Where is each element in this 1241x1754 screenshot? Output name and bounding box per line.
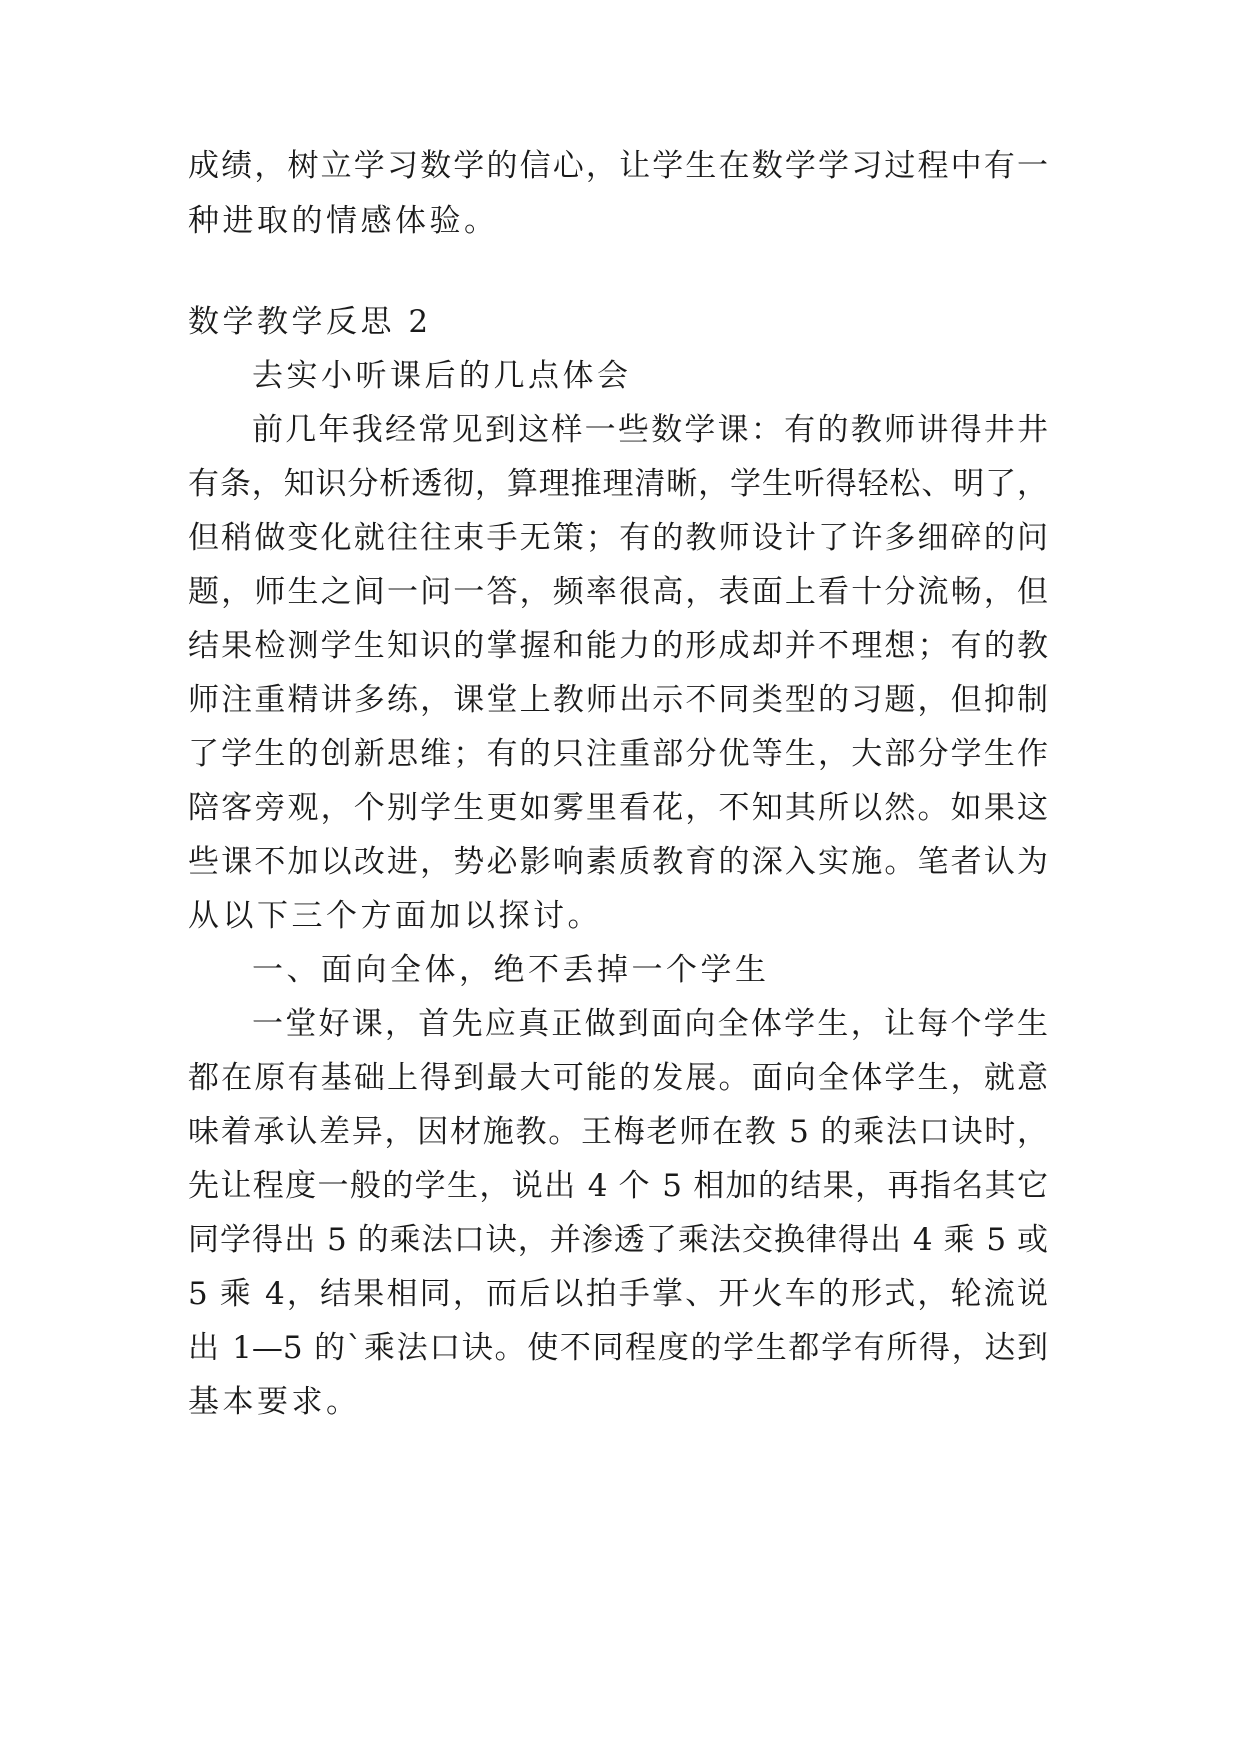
paragraph-line: 种进取的情感体验。: [188, 203, 499, 239]
paragraph-line: 些课不加以改进，势必影响素质教育的深入实施。笔者认为: [188, 844, 1048, 880]
paragraph-line: 前几年我经常见到这样一些数学课：有的教师讲得井井: [252, 412, 1048, 448]
paragraph-line: 但稍做变化就往往束手无策；有的教师设计了许多细碎的问: [188, 520, 1048, 556]
paragraph-line: 先让程度一般的学生，说出 4 个 5 相加的结果，再指名其它: [188, 1168, 1048, 1204]
paragraph-line: 基本要求。: [188, 1384, 361, 1420]
paragraph-line: 5 乘 4，结果相同，而后以拍手掌、开火车的形式，轮流说: [188, 1276, 1048, 1312]
paragraph-line: 味着承认差异，因材施教。王梅老师在教 5 的乘法口诀时，: [188, 1114, 1048, 1150]
section-heading: 数学教学反思 2: [188, 304, 432, 340]
paragraph-line: 从以下三个方面加以探讨。: [188, 898, 602, 934]
paragraph-line: 出 1—5 的`乘法口诀。使不同程度的学生都学有所得，达到: [188, 1330, 1048, 1366]
paragraph-line: 题，师生之间一问一答，频率很高，表面上看十分流畅，但: [188, 574, 1048, 610]
paragraph-line: 陪客旁观，个别学生更如雾里看花，不知其所以然。如果这: [188, 790, 1048, 826]
paragraph-line: 了学生的创新思维；有的只注重部分优等生，大部分学生作: [188, 736, 1048, 772]
paragraph-line: 成绩，树立学习数学的信心，让学生在数学学习过程中有一: [188, 148, 1048, 184]
paragraph-line: 师注重精讲多练，课堂上教师出示不同类型的习题，但抑制: [188, 682, 1048, 718]
paragraph-line: 都在原有基础上得到最大可能的发展。面向全体学生，就意: [188, 1060, 1048, 1096]
subtitle: 去实小听课后的几点体会: [252, 358, 632, 394]
paragraph-line: 一堂好课，首先应真正做到面向全体学生，让每个学生: [252, 1006, 1048, 1042]
paragraph-line: 同学得出 5 的乘法口诀，并渗透了乘法交换律得出 4 乘 5 或: [188, 1222, 1048, 1258]
subheading: 一、面向全体，绝不丢掉一个学生: [252, 952, 770, 988]
paragraph-line: 结果检测学生知识的掌握和能力的形成却并不理想；有的教: [188, 628, 1048, 664]
paragraph-line: 有条，知识分析透彻，算理推理清晰，学生听得轻松、明了，: [188, 466, 1048, 502]
